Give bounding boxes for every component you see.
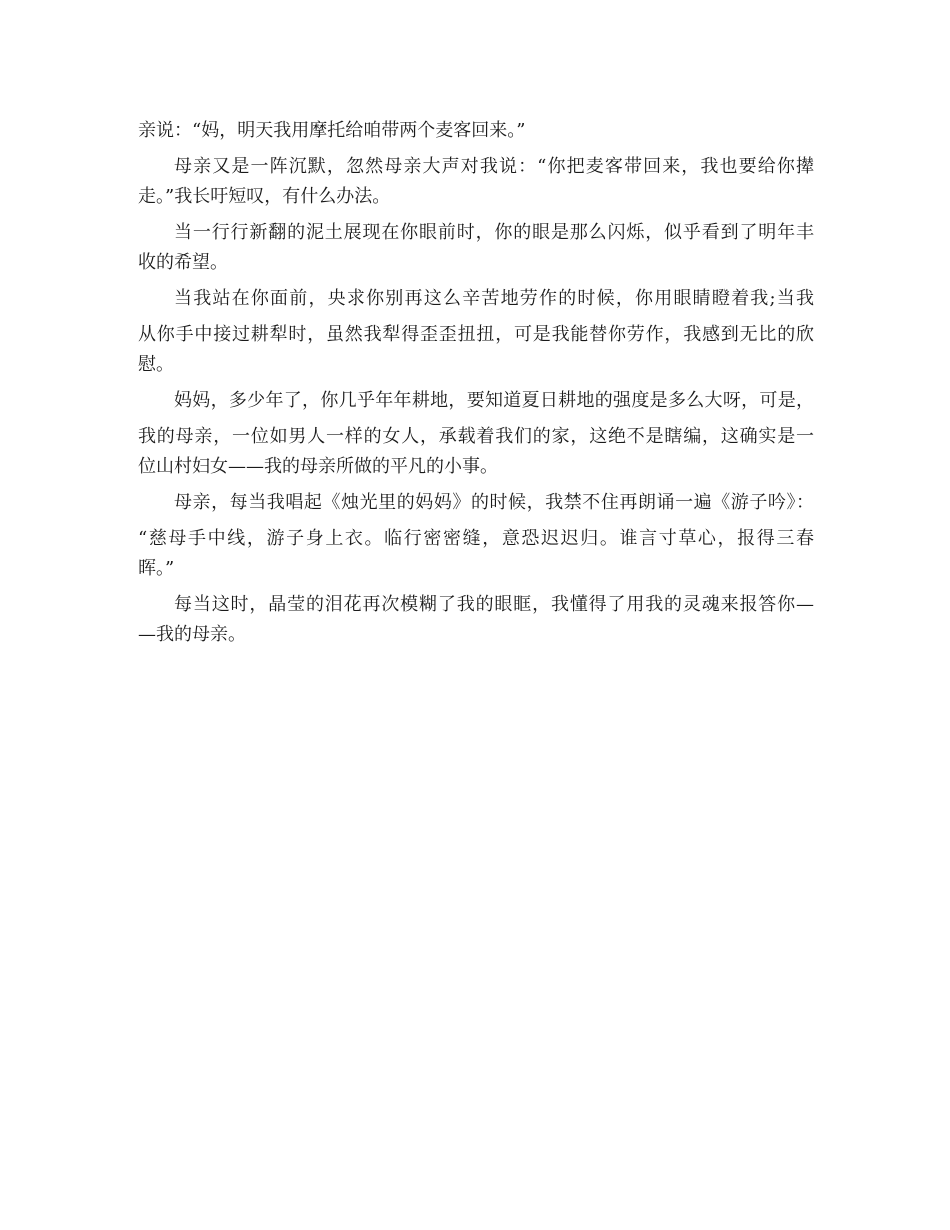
- text-line: 当一行行新翻的泥土展现在你眼前时，你的眼是那么闪烁，似乎看到了明年丰: [174, 222, 814, 243]
- paragraph: [138, 386, 814, 482]
- paragraph: [138, 590, 814, 650]
- paragraph: [138, 116, 814, 146]
- text-line: 我的母亲，一位如男人一样的女人，承载着我们的家，这绝不是瞎编，这确实是一: [138, 426, 814, 447]
- text-line: 每当这时，晶莹的泪花再次模糊了我的眼眶，我懂得了用我的灵魂来报答你—: [174, 594, 814, 615]
- text-line: 慰。: [138, 354, 174, 375]
- paragraph: [138, 218, 814, 278]
- text-line: —我的母亲。: [138, 624, 246, 645]
- text-line: “慈母手中线，游子身上衣。临行密密缝，意恐迟迟归。谁言寸草心，报得三春: [138, 528, 814, 549]
- text-line: 妈妈，多少年了，你几乎年年耕地，要知道夏日耕地的强度是多么大呀，可是，: [174, 390, 814, 411]
- text-line: 母亲又是一阵沉默，忽然母亲大声对我说：“你把麦客带回来，我也要给你撵: [174, 156, 814, 177]
- text-line: 当我站在你面前，央求你别再这么辛苦地劳作的时候，你用眼睛瞪着我;当我: [174, 288, 814, 309]
- text-line: 晖。”: [138, 558, 175, 579]
- text-line: 亲说：“妈，明天我用摩托给咱带两个麦客回来。”: [138, 120, 526, 141]
- text-line: 从你手中接过耕犁时，虽然我犁得歪歪扭扭，可是我能替你劳作，我感到无比的欣: [138, 324, 814, 345]
- document-body: [138, 116, 814, 650]
- text-line: 母亲，每当我唱起《烛光里的妈妈》的时候，我禁不住再朗诵一遍《游子吟》：: [174, 492, 814, 513]
- text-line: 收的希望。: [138, 252, 228, 273]
- paragraph: [138, 284, 814, 380]
- paragraph: [138, 152, 814, 212]
- paragraph: [138, 488, 814, 584]
- text-line: 位山村妇女——我的母亲所做的平凡的小事。: [138, 456, 498, 477]
- text-line: 走。”我长吁短叹，有什么办法。: [138, 186, 391, 207]
